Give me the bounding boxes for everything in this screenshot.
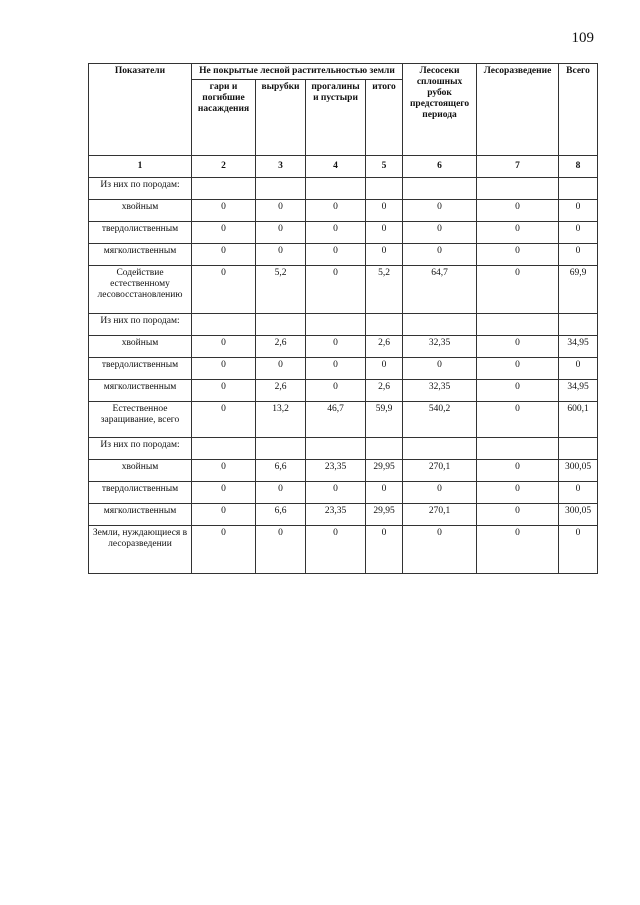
table-cell [192, 313, 256, 335]
table-cell: 6,6 [256, 503, 306, 525]
table-cell: 0 [477, 401, 559, 437]
table-cell: 2,6 [256, 379, 306, 401]
table-cell: 2,6 [366, 335, 403, 357]
table-cell: 0 [192, 401, 256, 437]
header-afforestation: Лесоразведение [477, 64, 559, 156]
table-cell [559, 313, 598, 335]
row-label: Из них по породам: [89, 437, 192, 459]
table-cell: 0 [366, 525, 403, 573]
table-cell: 6,6 [256, 459, 306, 481]
table-cell: 600,1 [559, 401, 598, 437]
table-cell: 0 [477, 243, 559, 265]
table-cell [477, 437, 559, 459]
table-cell: 0 [192, 357, 256, 379]
table-cell: 0 [306, 243, 366, 265]
table-row [89, 401, 598, 437]
table-cell [256, 177, 306, 199]
table-cell: 0 [403, 199, 477, 221]
row-label: твердолиственным [89, 357, 192, 379]
table-cell: 0 [366, 243, 403, 265]
table-cell [477, 177, 559, 199]
table-cell: 0 [192, 459, 256, 481]
table-cell [256, 313, 306, 335]
row-label: Естественное заращивание, всего [89, 401, 192, 437]
table-row [89, 221, 598, 243]
table-cell [306, 313, 366, 335]
table-row [89, 335, 598, 357]
table-cell: 0 [477, 265, 559, 313]
table-body [89, 177, 598, 573]
column-number: 6 [403, 155, 477, 177]
table-cell: 5,2 [366, 265, 403, 313]
table-cell [192, 177, 256, 199]
row-label: мягколиственным [89, 379, 192, 401]
row-label: Содействие естественному лесовосстановлению [89, 265, 192, 313]
table-row [89, 265, 598, 313]
row-label: мягколиственным [89, 243, 192, 265]
table-cell [192, 437, 256, 459]
header-total: Всего [559, 64, 598, 156]
table-row [89, 481, 598, 503]
table-cell: 0 [306, 221, 366, 243]
table-cell [256, 437, 306, 459]
table-cell: 2,6 [366, 379, 403, 401]
table-cell [403, 313, 477, 335]
row-label: хвойным [89, 459, 192, 481]
header-not-covered: Не покрытые лесной растительностью земли [192, 64, 403, 80]
table-cell: 0 [477, 525, 559, 573]
row-label: твердолиственным [89, 221, 192, 243]
table-cell: 0 [306, 525, 366, 573]
table-cell [366, 177, 403, 199]
table-cell: 0 [192, 525, 256, 573]
table-row [89, 177, 598, 199]
table-cell: 540,2 [403, 401, 477, 437]
column-number: 2 [192, 155, 256, 177]
table-cell: 0 [192, 221, 256, 243]
row-label: Из них по породам: [89, 177, 192, 199]
table-cell: 0 [559, 221, 598, 243]
table-cell: 0 [403, 243, 477, 265]
header-cutting-areas: Лесосеки сплошных рубок предстоящего периода [403, 64, 477, 156]
table-cell: 0 [403, 357, 477, 379]
table-cell: 0 [366, 481, 403, 503]
table-cell: 270,1 [403, 459, 477, 481]
header-glades: прогалины и пустыри [306, 79, 366, 155]
table-cell: 300,05 [559, 459, 598, 481]
table-cell: 0 [477, 481, 559, 503]
header-total-sub: итого [366, 79, 403, 155]
table-cell: 29,95 [366, 459, 403, 481]
table-cell: 0 [306, 357, 366, 379]
table-cell: 0 [192, 335, 256, 357]
table-cell: 300,05 [559, 503, 598, 525]
table-cell [306, 437, 366, 459]
page-number: 109 [571, 30, 594, 46]
forest-indicators-table [88, 63, 598, 574]
table-cell [366, 437, 403, 459]
row-label: хвойным [89, 199, 192, 221]
table-cell: 0 [192, 265, 256, 313]
table-row [89, 313, 598, 335]
table-cell: 0 [256, 525, 306, 573]
table-cell: 23,35 [306, 459, 366, 481]
table-row [89, 379, 598, 401]
table-cell: 0 [306, 379, 366, 401]
table-cell: 0 [559, 481, 598, 503]
table-cell: 0 [403, 221, 477, 243]
table-cell: 0 [477, 379, 559, 401]
row-label: хвойным [89, 335, 192, 357]
table-cell: 0 [559, 525, 598, 573]
table-cell: 0 [192, 199, 256, 221]
table-cell [306, 177, 366, 199]
table-cell: 34,95 [559, 335, 598, 357]
table-cell: 0 [477, 335, 559, 357]
table-cell: 34,95 [559, 379, 598, 401]
table-cell: 2,6 [256, 335, 306, 357]
table-cell: 0 [306, 265, 366, 313]
table-cell: 0 [306, 481, 366, 503]
row-label: мягколиственным [89, 503, 192, 525]
table-row [89, 243, 598, 265]
table-cell: 0 [366, 221, 403, 243]
table-row [89, 503, 598, 525]
table-cell: 0 [306, 335, 366, 357]
table-cell: 5,2 [256, 265, 306, 313]
column-number-row [89, 155, 598, 177]
row-label: твердолиственным [89, 481, 192, 503]
table-cell: 0 [403, 481, 477, 503]
table-cell: 0 [559, 357, 598, 379]
table-cell: 0 [366, 199, 403, 221]
table-cell: 0 [306, 199, 366, 221]
table-cell: 59,9 [366, 401, 403, 437]
table-cell: 46,7 [306, 401, 366, 437]
table-row [89, 357, 598, 379]
column-number: 1 [89, 155, 192, 177]
row-label: Из них по породам: [89, 313, 192, 335]
table-cell: 0 [559, 199, 598, 221]
table-cell [366, 313, 403, 335]
table-cell: 0 [477, 199, 559, 221]
table-row [89, 437, 598, 459]
table-cell: 0 [192, 481, 256, 503]
table-cell: 270,1 [403, 503, 477, 525]
table-cell: 0 [559, 243, 598, 265]
table-cell [559, 177, 598, 199]
header-clearings: вырубки [256, 79, 306, 155]
table-cell: 0 [256, 243, 306, 265]
table-cell: 0 [192, 379, 256, 401]
table-cell: 0 [256, 221, 306, 243]
table-cell: 0 [477, 357, 559, 379]
table-cell: 0 [256, 481, 306, 503]
table-cell [403, 437, 477, 459]
header-burns: гари и погибшие насаждения [192, 79, 256, 155]
column-number: 8 [559, 155, 598, 177]
table-cell [477, 313, 559, 335]
table-cell: 0 [256, 357, 306, 379]
column-number: 4 [306, 155, 366, 177]
table-row [89, 199, 598, 221]
table-cell: 0 [477, 459, 559, 481]
table-cell: 29,95 [366, 503, 403, 525]
table-cell: 69,9 [559, 265, 598, 313]
column-number: 3 [256, 155, 306, 177]
table-row [89, 525, 598, 573]
table-cell: 32,35 [403, 335, 477, 357]
table-cell: 0 [192, 503, 256, 525]
table-cell: 13,2 [256, 401, 306, 437]
table-cell: 32,35 [403, 379, 477, 401]
table-cell [403, 177, 477, 199]
table-cell: 0 [192, 243, 256, 265]
header-indicators: Показатели [89, 64, 192, 156]
table-cell: 0 [477, 221, 559, 243]
row-label: Земли, нуждающиеся в лесоразведении [89, 525, 192, 573]
column-number: 7 [477, 155, 559, 177]
table-cell: 0 [366, 357, 403, 379]
table-cell: 64,7 [403, 265, 477, 313]
table-cell: 0 [256, 199, 306, 221]
table-cell [559, 437, 598, 459]
table-row [89, 459, 598, 481]
table-cell: 0 [477, 503, 559, 525]
table-cell: 23,35 [306, 503, 366, 525]
table-cell: 0 [403, 525, 477, 573]
column-number: 5 [366, 155, 403, 177]
